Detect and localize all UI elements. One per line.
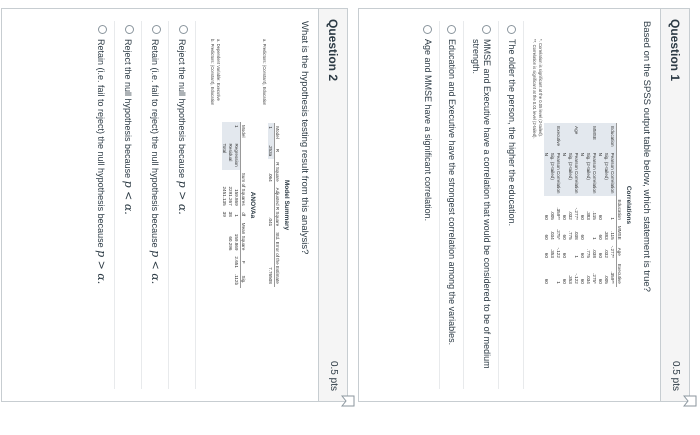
bookmark-flag-icon[interactable] xyxy=(683,395,697,407)
table-cell: 1 xyxy=(610,217,616,220)
model-summary-footnote: a. Predictors: (Constant), Education xyxy=(261,39,267,106)
table-cell: .353 xyxy=(550,248,556,258)
table-cell: 60 xyxy=(580,234,586,240)
table-row xyxy=(268,123,275,287)
table-row xyxy=(586,123,592,287)
column-header: df xyxy=(240,209,247,220)
answer-option[interactable] xyxy=(169,21,196,389)
table-cell: .005 xyxy=(550,210,556,220)
table-cell: .253a xyxy=(268,142,275,160)
correlations-table-title: Correlations xyxy=(624,185,632,225)
table-cell: 60 xyxy=(598,252,604,258)
radio-button[interactable] xyxy=(179,25,188,34)
question-2-points: 0.5 pts xyxy=(328,360,339,391)
column-header xyxy=(616,123,623,149)
table-row xyxy=(592,123,598,287)
table-cell: 60 xyxy=(562,234,568,240)
table-cell: -.122 xyxy=(574,273,580,284)
table-cell: 60 xyxy=(544,252,550,258)
answer-label: Reject the null hypothesis because xyxy=(176,39,187,181)
table-row xyxy=(580,123,586,287)
column-header: Sum of Squares xyxy=(240,170,247,209)
table-cell xyxy=(222,253,228,271)
table-cell xyxy=(550,261,556,287)
correlation-footnote-1: *. Correlation is significant at the 0.05 level (2-tailed). xyxy=(537,39,543,137)
model-summary-table xyxy=(268,123,281,287)
correlation-footnote-2: **. Correlation is significant at the 0.01 level (2-tailed). xyxy=(531,39,537,139)
column-header: MMSE xyxy=(616,223,623,243)
table-row xyxy=(610,123,617,287)
table-cell: .383 xyxy=(604,230,610,240)
answer-math: p > α. xyxy=(95,250,109,285)
anova-title: ANOVAa xyxy=(248,191,256,219)
table-cell: 1 xyxy=(268,123,275,142)
answer-label: Education and Executive have the strongest correlation among the variables. xyxy=(446,39,457,346)
table-cell: .034 xyxy=(586,274,592,284)
answer-option[interactable] xyxy=(89,21,116,389)
question-1-card xyxy=(358,8,690,402)
table-cell: Regression xyxy=(234,140,241,169)
column-header: Age xyxy=(616,243,623,261)
table-cell: .032 xyxy=(604,248,610,258)
table-cell: -.277* xyxy=(574,207,580,220)
table-cell xyxy=(568,123,574,149)
table-row xyxy=(598,123,604,287)
answer-label: Reject the null hypothesis because xyxy=(123,39,134,181)
answer-label: Retain (i.e. fail to reject) the null hypothesis because xyxy=(149,39,160,251)
answer-label: MMSE and Executive have a correlation that would be considered to be of medium strength. xyxy=(471,39,493,369)
answer-math: p > α. xyxy=(175,180,189,215)
table-cell xyxy=(550,123,556,149)
table-cell: .005 xyxy=(604,274,610,284)
table-cell: Pearson Correlation xyxy=(592,150,598,197)
question-2-answers xyxy=(89,21,196,389)
table-cell: 60 xyxy=(562,278,568,284)
table-cell: N xyxy=(598,150,604,197)
table-cell xyxy=(228,122,234,141)
column-header: Std. Error of the Estimate xyxy=(274,229,281,287)
table-cell: Total xyxy=(222,140,228,169)
table-cell: .353 xyxy=(568,274,574,284)
table-cell: 1 xyxy=(556,281,562,284)
question-1-title: Question 1 xyxy=(668,19,682,82)
table-row xyxy=(574,123,580,287)
table-cell: 2291.267 xyxy=(228,186,234,206)
table-cell: .275* xyxy=(592,273,598,284)
table-cell: Sig. (2-tailed) xyxy=(586,150,592,197)
table-cell: 2451.135 xyxy=(222,186,228,206)
table-cell xyxy=(228,271,234,288)
table-cell xyxy=(604,123,610,149)
table-cell xyxy=(562,123,568,149)
column-header: Executive xyxy=(616,261,623,287)
answer-option[interactable] xyxy=(115,21,142,389)
anova-footnote-1: a. Dependent Variable: Executive xyxy=(215,39,221,101)
table-cell: 60 xyxy=(544,214,550,220)
table-cell: .032 xyxy=(568,210,574,220)
question-1-header xyxy=(660,9,689,401)
table-cell: .038 xyxy=(592,248,598,258)
radio-button[interactable] xyxy=(98,25,107,34)
table-cell: .359** xyxy=(610,271,616,284)
table-cell: -.277* xyxy=(610,245,616,258)
table-cell xyxy=(544,123,550,149)
table-row xyxy=(568,123,574,287)
answer-option[interactable] xyxy=(142,21,169,389)
anova-table xyxy=(222,122,247,288)
column-header: Model xyxy=(240,122,247,141)
table-cell: 60 xyxy=(580,252,586,258)
question-1-answers xyxy=(415,21,523,389)
table-cell xyxy=(222,271,228,288)
table-cell: 39 xyxy=(222,211,228,217)
table-cell: Sig. (2-tailed) xyxy=(568,150,574,197)
question-2-header xyxy=(318,9,347,401)
answer-label: Retain (i.e. fail to reject) the null hypothesis because xyxy=(96,39,107,251)
answer-label: Age and MMSE have a significant correlation. xyxy=(422,39,433,222)
table-cell: .115 xyxy=(592,211,598,220)
column-header: Sig. xyxy=(240,271,247,288)
table-cell: .041 xyxy=(268,217,274,227)
table-row xyxy=(234,122,241,288)
answer-math: p < α. xyxy=(122,180,136,215)
column-header: Adjusted R Square xyxy=(274,185,281,230)
radio-button[interactable] xyxy=(447,25,456,34)
table-cell: 60 xyxy=(562,252,568,258)
table-cell: 159.869 xyxy=(234,189,240,206)
radio-button[interactable] xyxy=(507,25,516,34)
table-cell: .359** xyxy=(556,207,562,220)
table-row xyxy=(222,122,228,288)
table-cell: .775 xyxy=(586,248,592,258)
radio-button[interactable] xyxy=(482,25,491,34)
table-cell xyxy=(222,122,228,141)
question-2-title: Question 2 xyxy=(326,19,340,82)
table-cell: 60 xyxy=(580,278,586,284)
table-cell: 1 xyxy=(234,122,241,141)
table-cell: 60 xyxy=(580,214,586,220)
table-cell xyxy=(228,253,234,271)
table-cell: .115 xyxy=(610,231,616,240)
table-cell: 60 xyxy=(544,234,550,240)
table-cell: .275* xyxy=(556,228,562,240)
question-2-prompt: What is the hypothesis testing result from this analysis? xyxy=(299,21,310,255)
table-cell: MMSE xyxy=(592,123,598,149)
column-header xyxy=(240,140,247,169)
table-cell xyxy=(568,243,574,261)
table-cell: 60.296 xyxy=(228,236,234,251)
table-cell: 60 xyxy=(598,214,604,220)
table-cell: 2.651 xyxy=(234,256,240,268)
column-header: Model xyxy=(274,123,281,142)
table-cell: Age xyxy=(574,123,580,149)
radio-button[interactable] xyxy=(423,25,432,34)
table-cell: .112b xyxy=(234,273,240,286)
table-cell: 60 xyxy=(562,214,568,220)
column-header xyxy=(616,150,623,197)
question-1-points: 0.5 pts xyxy=(670,360,681,391)
table-cell: Sig. (2-tailed) xyxy=(604,150,610,197)
table-cell: 60 xyxy=(598,234,604,240)
table-cell: N xyxy=(580,150,586,197)
table-cell: .064 xyxy=(268,172,274,182)
table-row xyxy=(228,122,234,288)
table-cell: .383 xyxy=(586,210,592,220)
table-cell: .038 xyxy=(574,230,580,240)
table-cell: -.122 xyxy=(556,247,562,258)
table-cell: 60 xyxy=(598,278,604,284)
answer-label: The older the person, the higher the education. xyxy=(506,39,517,227)
table-row xyxy=(556,123,562,287)
table-cell: .034 xyxy=(550,230,556,240)
model-summary-title: Model Summary xyxy=(282,179,290,231)
question-1-prompt: Based on the SPSS output table below, which statement is true? xyxy=(641,21,652,292)
correlations-table xyxy=(544,123,623,287)
column-header: F xyxy=(240,253,247,271)
column-header: Mean Square xyxy=(240,220,247,254)
table-cell: 60 xyxy=(544,278,550,284)
table-cell xyxy=(586,123,592,149)
answer-option[interactable] xyxy=(440,21,464,389)
table-cell xyxy=(586,223,592,243)
table-cell xyxy=(580,123,586,149)
table-cell xyxy=(604,196,610,222)
table-cell: Pearson Correlation xyxy=(610,150,617,197)
table-cell xyxy=(598,123,604,149)
table-cell: N xyxy=(544,150,550,197)
table-row xyxy=(550,123,556,287)
table-cell: 1 xyxy=(574,255,580,258)
table-cell: 159.869 xyxy=(234,233,240,251)
column-header: R xyxy=(274,142,281,160)
table-cell: Executive xyxy=(556,123,562,149)
table-cell: Residual xyxy=(228,140,234,169)
answer-option[interactable] xyxy=(464,21,500,389)
bookmark-flag-icon[interactable] xyxy=(341,395,355,407)
table-cell xyxy=(222,220,228,254)
table-cell: .775 xyxy=(568,230,574,240)
answer-option[interactable] xyxy=(415,21,439,389)
table-cell: Pearson Correlation xyxy=(574,150,580,197)
table-row xyxy=(544,123,550,287)
column-header: R Square xyxy=(274,159,281,184)
radio-button[interactable] xyxy=(152,25,161,34)
column-header: Education xyxy=(616,196,623,222)
anova-footnote-2: b. Predictors: (Constant), Education xyxy=(209,39,215,106)
table-cell: Education xyxy=(610,123,617,149)
table-cell: 1 xyxy=(234,214,240,217)
table-cell: N xyxy=(562,150,568,197)
table-cell: Pearson Correlation xyxy=(556,150,562,197)
question-2-card xyxy=(1,8,348,402)
table-row xyxy=(562,123,568,287)
answer-option[interactable] xyxy=(499,21,523,389)
table-cell: 7.76508 xyxy=(268,267,274,284)
answer-math: p < α. xyxy=(148,250,162,285)
radio-button[interactable] xyxy=(125,25,134,34)
table-cell: 1 xyxy=(592,237,598,240)
table-cell: 38 xyxy=(228,211,234,217)
table-row xyxy=(604,123,610,287)
table-cell: Sig. (2-tailed) xyxy=(550,150,556,197)
